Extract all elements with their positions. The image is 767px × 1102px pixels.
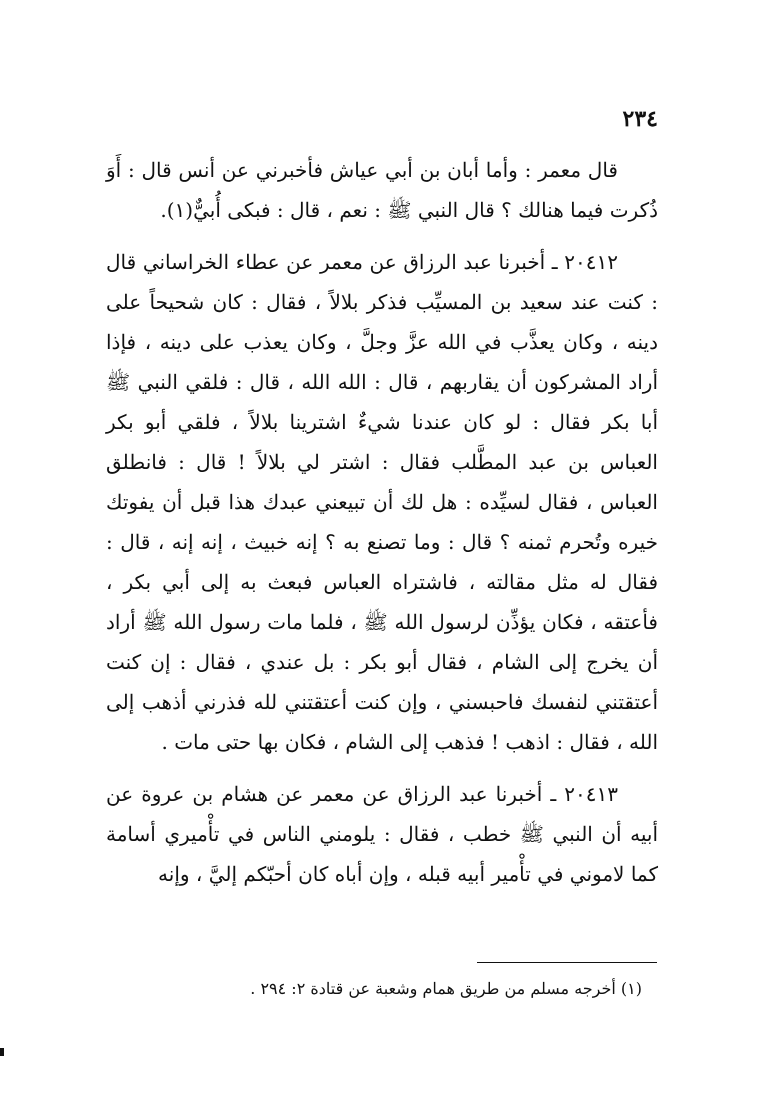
page-number: ٢٣٤ [622,106,658,132]
paragraph-continuation: قال معمر : وأما أبان بن أبي عياش فأخبرني عن أنس قال : أَوَ ذُكرت فيما هنالك ؟ قال النبي ﷺ : نعم ، قال : فبكى أُبيٌّ(١). [106,158,658,222]
scan-edge-mark [0,1048,4,1056]
footnote-divider [477,962,657,963]
footnote: (١) أخرجه مسلم من طريق همام وشعبة عن قتادة ٢: ٢٩٤ . [250,979,642,998]
paragraph-hadith-20412: ٢٠٤١٢ ـ أخبرنا عبد الرزاق عن معمر عن عطاء الخراساني قال : كنت عند سعيد بن المسيِّب فذكر بلالاً ، فقال : كان شحيحاً على دينه ، وكان يعذَّب في الله عزَّ وجلَّ ، وكان يعذب على دينه ، فإذا أراد المشركون أن يقاربهم ، قال : الله الله ، قال : فلقي النبي ﷺ أبا بكر فقال : لو كان عندنا شيءٌ اشترينا بلالاً ، فلقي أبو بكر العباس بن عبد المطَّلب فقال : اشتر لي بلالاً ! قال : فانطلق العباس ، فقال لسيِّده : هل لك أن تبيعني عبدك هذا قبل أن يفوتك خيره وتُحرم ثمنه ؟ قال : وما تصنع به ؟ إنه خبيث ، إنه إنه ، قال : فقال له مثل مقالته ، فاشتراه العباس فبعث به إلى أبي بكر ، فأعتقه ، فكان يؤذِّن لرسول الله ﷺ ، فلما مات رسول الله ﷺ أراد أن يخرج إلى الشام ، فقال أبو بكر : بل عندي ، فقال : إن كنت أعتقتني لنفسك فاحبسني ، وإن كنت أعتقتني لله فذرني أذهب إلى الله ، فقال : اذهب ! فذهب إلى الشام ، فكان بها حتى مات . [106,250,658,754]
paragraph-hadith-20413: ٢٠٤١٣ ـ أخبرنا عبد الرزاق عن معمر عن هشام بن عروة عن أبيه أن النبي ﷺ خطب ، فقال : يلومني الناس في تأْميري أسامة كما لاموني في تأْمير أبيه قبله ، وإن أباه كان أحبّكم إليَّ ، وإنه [106,782,658,886]
main-text [106,150,658,894]
